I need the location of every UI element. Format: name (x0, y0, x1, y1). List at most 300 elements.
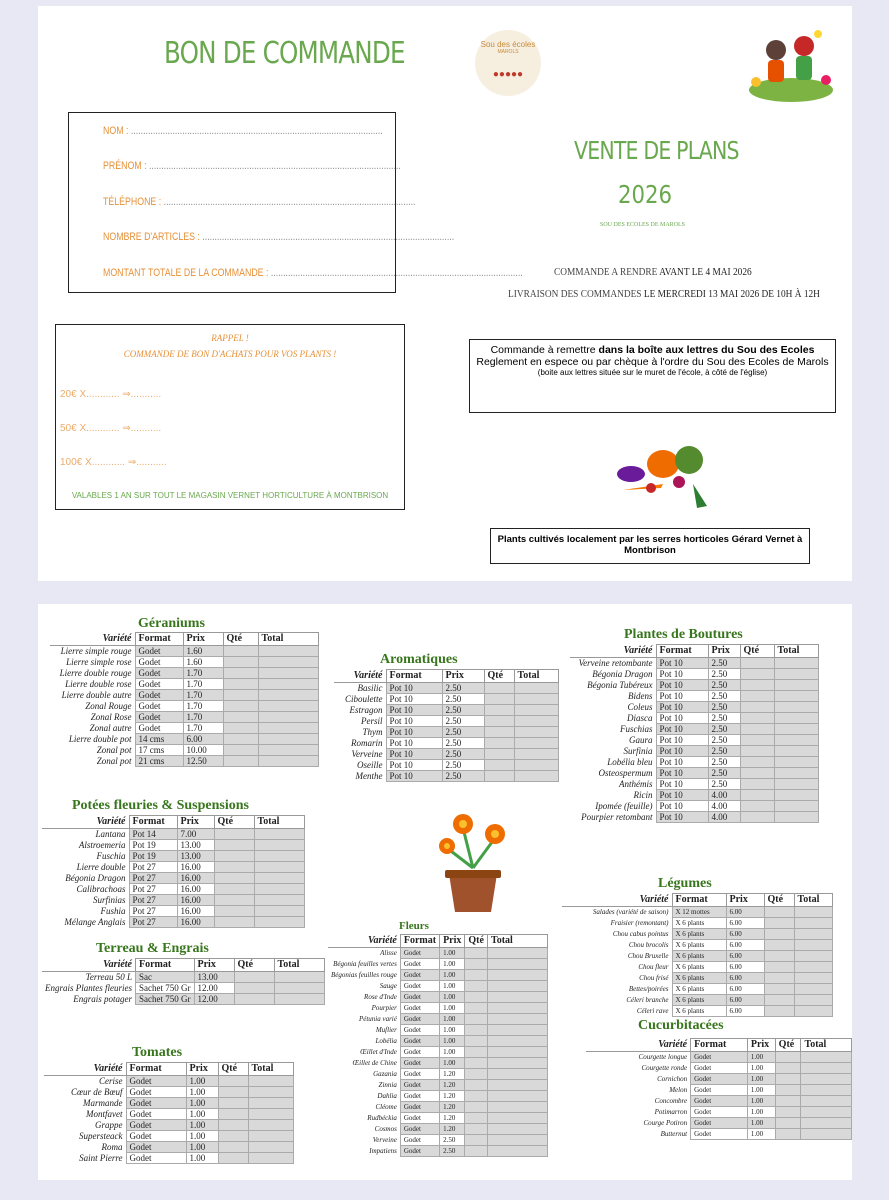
qte-input-cell[interactable] (764, 951, 794, 962)
variete-cell: Salades (variété de saison) (562, 907, 672, 918)
qte-input-cell[interactable] (465, 1124, 488, 1135)
format-cell: X 6 plants (672, 918, 726, 929)
qte-input-cell[interactable] (484, 683, 514, 694)
format-cell: Godet (135, 646, 183, 657)
table-row (328, 1014, 547, 1025)
qte-input-cell[interactable] (484, 716, 514, 727)
qte-input-cell[interactable] (214, 895, 254, 906)
table-row (50, 745, 318, 756)
qte-input-cell[interactable] (214, 840, 254, 851)
total-input-cell[interactable] (487, 1025, 547, 1036)
qte-input-cell[interactable] (740, 801, 774, 812)
total-input-cell[interactable] (487, 1124, 547, 1135)
total-input-cell[interactable] (487, 959, 547, 970)
total-input-cell[interactable] (774, 724, 818, 735)
variete-cell: Courgette ronde (586, 1063, 691, 1074)
table-row (334, 727, 558, 738)
total-input-cell[interactable] (794, 951, 832, 962)
total-input-cell[interactable] (801, 1085, 852, 1096)
prix-cell: 1.60 (183, 657, 223, 668)
variete-cell: Zonal Rose (50, 712, 135, 723)
total-input-cell[interactable] (514, 705, 558, 716)
commande-deadline: COMMANDE A RENDRE AVANT LE 4 MAI 2026 (554, 266, 752, 278)
qte-input-cell[interactable] (740, 669, 774, 680)
qte-input-cell[interactable] (218, 1098, 248, 1109)
qte-input-cell[interactable] (764, 929, 794, 940)
rappel-box (55, 324, 405, 510)
prix-cell: 2.50 (708, 713, 740, 724)
format-cell: Pot 10 (386, 694, 442, 705)
total-input-cell[interactable] (487, 1047, 547, 1058)
qte-input-cell[interactable] (740, 779, 774, 790)
variete-cell: Zonal pot (50, 745, 135, 756)
table-row (42, 851, 304, 862)
qte-input-cell[interactable] (234, 972, 274, 983)
total-input-cell[interactable] (258, 679, 318, 690)
total-input-cell[interactable] (487, 1014, 547, 1025)
table-row (50, 657, 318, 668)
total-input-cell[interactable] (774, 790, 818, 801)
table-row (570, 801, 818, 812)
table-row (570, 779, 818, 790)
qte-input-cell[interactable] (775, 1118, 801, 1129)
variete-cell: Montfavet (44, 1109, 126, 1120)
total-input-cell[interactable] (254, 829, 304, 840)
table-row (586, 1074, 852, 1085)
qte-input-cell[interactable] (484, 727, 514, 738)
variete-cell: Dahlia (328, 1091, 400, 1102)
table-row (42, 840, 304, 851)
format-cell: Godet (691, 1063, 748, 1074)
total-input-cell[interactable] (487, 1036, 547, 1047)
table-header-row (562, 894, 832, 907)
total-input-cell[interactable] (774, 757, 818, 768)
total-input-cell[interactable] (274, 983, 324, 994)
format-cell: X 6 plants (672, 1006, 726, 1017)
variete-cell: Chou cabus pointus (562, 929, 672, 940)
qte-input-cell[interactable] (484, 694, 514, 705)
qte-input-cell[interactable] (214, 906, 254, 917)
table-row (586, 1118, 852, 1129)
total-input-cell[interactable] (794, 1006, 832, 1017)
total-input-cell[interactable] (487, 992, 547, 1003)
prix-cell: 16.00 (177, 895, 214, 906)
qte-input-cell[interactable] (223, 679, 258, 690)
prix-cell: 1.20 (440, 1091, 465, 1102)
table-row (44, 1087, 293, 1098)
table-row (328, 1113, 547, 1124)
qte-input-cell[interactable] (764, 962, 794, 973)
format-cell: Pot 10 (656, 691, 708, 702)
telephone-field[interactable]: TÉLÉPHONE : ....................................................................................................... (103, 196, 416, 208)
table-row (586, 1063, 852, 1074)
qte-input-cell[interactable] (775, 1074, 801, 1085)
format-cell: X 12 mottes (672, 907, 726, 918)
total-input-cell[interactable] (258, 668, 318, 679)
format-cell: Godet (691, 1118, 748, 1129)
variete-cell: Lierre simple rose (50, 657, 135, 668)
total-input-cell[interactable] (258, 734, 318, 745)
total-input-cell[interactable] (487, 970, 547, 981)
table-row (328, 1058, 547, 1069)
total-input-cell[interactable] (774, 779, 818, 790)
variete-cell: Verveine retombante (570, 658, 656, 669)
qte-input-cell[interactable] (484, 738, 514, 749)
total-input-cell[interactable] (258, 723, 318, 734)
total-input-cell[interactable] (774, 735, 818, 746)
total-input-cell[interactable] (774, 713, 818, 724)
total-input-cell[interactable] (487, 1102, 547, 1113)
qte-input-cell[interactable] (775, 1085, 801, 1096)
total-input-cell[interactable] (514, 683, 558, 694)
qte-input-cell[interactable] (218, 1076, 248, 1087)
total-input-cell[interactable] (774, 801, 818, 812)
qte-input-cell[interactable] (218, 1153, 248, 1164)
total-input-cell[interactable] (514, 694, 558, 705)
prix-cell: 6.00 (726, 984, 764, 995)
total-input-cell[interactable] (801, 1129, 852, 1140)
prix-cell: 16.00 (177, 862, 214, 873)
prix-cell: 2.50 (442, 738, 484, 749)
qte-input-cell[interactable] (484, 760, 514, 771)
qte-input-cell[interactable] (775, 1063, 801, 1074)
table-header-row (42, 816, 304, 829)
qte-input-cell[interactable] (218, 1142, 248, 1153)
total-input-cell[interactable] (801, 1107, 852, 1118)
qte-input-cell[interactable] (465, 1113, 488, 1124)
qte-input-cell[interactable] (234, 994, 274, 1005)
qte-input-cell[interactable] (484, 705, 514, 716)
qte-input-cell[interactable] (740, 713, 774, 724)
total-input-cell[interactable] (254, 906, 304, 917)
variete-cell: Rose d'Inde (328, 992, 400, 1003)
prix-cell: 1.00 (440, 1058, 465, 1069)
variete-cell: Lobélia (328, 1036, 400, 1047)
qte-input-cell[interactable] (465, 1003, 488, 1014)
total-input-cell[interactable] (794, 962, 832, 973)
qte-input-cell[interactable] (465, 1025, 488, 1036)
variete-cell: Lobélia bleu (570, 757, 656, 768)
qte-input-cell[interactable] (764, 973, 794, 984)
qte-input-cell[interactable] (740, 691, 774, 702)
total-input-cell[interactable] (254, 884, 304, 895)
format-cell: Godet (400, 1124, 439, 1135)
qte-input-cell[interactable] (223, 723, 258, 734)
total-input-cell[interactable] (248, 1087, 293, 1098)
table-row (334, 694, 558, 705)
total-input-cell[interactable] (254, 873, 304, 884)
total-input-cell[interactable] (514, 738, 558, 749)
table-row (570, 812, 818, 823)
format-cell: Pot 27 (129, 862, 177, 873)
table-row (328, 981, 547, 992)
montant-field[interactable]: MONTANT TOTALE DE LA COMMANDE : ....................................................................................................... (103, 267, 523, 279)
total-input-cell[interactable] (801, 1096, 852, 1107)
cucurbitacees-title: Cucurbitacées (638, 1018, 724, 1033)
geraniums-table (50, 632, 319, 767)
qte-input-cell[interactable] (465, 948, 488, 959)
order-form-page (38, 6, 852, 581)
total-input-cell[interactable] (794, 973, 832, 984)
total-input-cell[interactable] (774, 702, 818, 713)
qte-input-cell[interactable] (764, 907, 794, 918)
table-row (50, 712, 318, 723)
qte-input-cell[interactable] (764, 918, 794, 929)
qte-input-cell[interactable] (218, 1087, 248, 1098)
format-cell: Pot 10 (656, 669, 708, 680)
qte-input-cell[interactable] (764, 995, 794, 1006)
nombre-articles-field[interactable]: NOMBRE D'ARTICLES : ....................................................................................................... (103, 231, 455, 243)
table-row (328, 948, 547, 959)
total-input-cell[interactable] (258, 712, 318, 723)
customer-info-box (68, 112, 523, 293)
format-cell: Godet (135, 668, 183, 679)
total-input-cell[interactable] (514, 716, 558, 727)
total-input-cell[interactable] (774, 669, 818, 680)
table-row (562, 929, 832, 940)
total-input-cell[interactable] (487, 948, 547, 959)
qte-input-cell[interactable] (223, 657, 258, 668)
bon-20-line[interactable]: 20€ X............ ⇒........... (60, 389, 162, 400)
column-header-prix: Prix (442, 670, 484, 683)
total-input-cell[interactable] (514, 727, 558, 738)
total-input-cell[interactable] (487, 1146, 547, 1157)
total-input-cell[interactable] (258, 745, 318, 756)
total-input-cell[interactable] (774, 691, 818, 702)
qte-input-cell[interactable] (465, 1058, 488, 1069)
total-input-cell[interactable] (774, 658, 818, 669)
total-input-cell[interactable] (248, 1098, 293, 1109)
qte-input-cell[interactable] (775, 1096, 801, 1107)
qte-input-cell[interactable] (740, 724, 774, 735)
variete-cell: Chou frisé (562, 973, 672, 984)
qte-input-cell[interactable] (740, 757, 774, 768)
format-cell: Godet (400, 948, 439, 959)
table-row (570, 713, 818, 724)
total-input-cell[interactable] (274, 994, 324, 1005)
table-row (334, 738, 558, 749)
qte-input-cell[interactable] (465, 1014, 488, 1025)
variete-cell: Alstroemeria (42, 840, 129, 851)
variete-cell: Lierre double rose (50, 679, 135, 690)
total-input-cell[interactable] (254, 840, 304, 851)
logo-sub: MAROLS (497, 49, 519, 55)
total-input-cell[interactable] (801, 1063, 852, 1074)
format-cell: Godet (691, 1052, 748, 1063)
total-input-cell[interactable] (254, 862, 304, 873)
format-cell: X 6 plants (672, 973, 726, 984)
total-input-cell[interactable] (487, 1091, 547, 1102)
qte-input-cell[interactable] (465, 1146, 488, 1157)
qte-input-cell[interactable] (764, 984, 794, 995)
qte-input-cell[interactable] (740, 790, 774, 801)
variete-cell: Chou Bruxelle (562, 951, 672, 962)
total-input-cell[interactable] (514, 760, 558, 771)
qte-input-cell[interactable] (484, 771, 514, 782)
plants-origin-box: Plants cultivés localement par les serres horticoles Gérard Vernet à Montbrison (490, 528, 810, 564)
qte-input-cell[interactable] (465, 959, 488, 970)
qte-input-cell[interactable] (223, 756, 258, 767)
variete-cell: Surfinia (570, 746, 656, 757)
total-input-cell[interactable] (774, 746, 818, 757)
qte-input-cell[interactable] (214, 917, 254, 928)
format-cell: Pot 10 (386, 716, 442, 727)
qte-input-cell[interactable] (740, 746, 774, 757)
variete-cell: Muflier (328, 1025, 400, 1036)
total-input-cell[interactable] (487, 1069, 547, 1080)
total-input-cell[interactable] (254, 851, 304, 862)
prix-cell: 1.00 (440, 1025, 465, 1036)
total-input-cell[interactable] (248, 1120, 293, 1131)
variete-cell: Fuschia (42, 851, 129, 862)
variete-cell: Surfinias (42, 895, 129, 906)
total-input-cell[interactable] (487, 1058, 547, 1069)
variete-cell: Cornichon (586, 1074, 691, 1085)
qte-input-cell[interactable] (465, 1069, 488, 1080)
qte-input-cell[interactable] (465, 1091, 488, 1102)
qte-input-cell[interactable] (214, 884, 254, 895)
qte-input-cell[interactable] (223, 745, 258, 756)
qte-input-cell[interactable] (740, 680, 774, 691)
qte-input-cell[interactable] (223, 690, 258, 701)
total-input-cell[interactable] (794, 984, 832, 995)
qte-input-cell[interactable] (218, 1109, 248, 1120)
qte-input-cell[interactable] (223, 734, 258, 745)
prix-cell: 13.00 (177, 851, 214, 862)
bon-50-line[interactable]: 50€ X............ ⇒........... (60, 423, 162, 434)
total-input-cell[interactable] (487, 1113, 547, 1124)
format-cell: Godet (126, 1142, 186, 1153)
total-input-cell[interactable] (248, 1131, 293, 1142)
total-input-cell[interactable] (248, 1109, 293, 1120)
total-input-cell[interactable] (794, 907, 832, 918)
boutures-title: Plantes de Boutures (624, 627, 743, 642)
qte-input-cell[interactable] (740, 658, 774, 669)
total-input-cell[interactable] (794, 940, 832, 951)
qte-input-cell[interactable] (775, 1129, 801, 1140)
total-input-cell[interactable] (258, 756, 318, 767)
format-cell: Godet (400, 1080, 439, 1091)
qte-input-cell[interactable] (223, 668, 258, 679)
qte-input-cell[interactable] (465, 1080, 488, 1091)
total-input-cell[interactable] (487, 981, 547, 992)
total-input-cell[interactable] (774, 768, 818, 779)
qte-input-cell[interactable] (214, 873, 254, 884)
total-input-cell[interactable] (774, 680, 818, 691)
variete-cell: Anthémis (570, 779, 656, 790)
prix-cell: 1.70 (183, 701, 223, 712)
total-input-cell[interactable] (248, 1076, 293, 1087)
total-input-cell[interactable] (258, 701, 318, 712)
prix-cell: 6.00 (726, 940, 764, 951)
total-input-cell[interactable] (774, 812, 818, 823)
qte-input-cell[interactable] (740, 768, 774, 779)
prix-cell: 1.20 (440, 1080, 465, 1091)
total-input-cell[interactable] (794, 929, 832, 940)
livraison-date: LIVRAISON DES COMMANDES LE MERCREDI 13 MAI 2026 DE 10H À 12H (508, 288, 820, 300)
qte-input-cell[interactable] (775, 1052, 801, 1063)
qte-input-cell[interactable] (465, 1036, 488, 1047)
table-row (586, 1107, 852, 1118)
nom-field[interactable]: NOM : ....................................................................................................... (103, 125, 383, 137)
qte-input-cell[interactable] (484, 749, 514, 760)
prenom-field[interactable]: PRÉNOM : ....................................................................................................... (103, 160, 401, 172)
prix-cell: 1.00 (186, 1087, 218, 1098)
total-input-cell[interactable] (487, 1135, 547, 1146)
qte-input-cell[interactable] (465, 970, 488, 981)
format-cell: Godet (126, 1131, 186, 1142)
qte-input-cell[interactable] (223, 701, 258, 712)
qte-input-cell[interactable] (214, 851, 254, 862)
total-input-cell[interactable] (487, 1080, 547, 1091)
column-header-total: Total (248, 1063, 293, 1076)
column-header-variete: Variété (586, 1039, 691, 1052)
qte-input-cell[interactable] (214, 829, 254, 840)
total-input-cell[interactable] (274, 972, 324, 983)
total-input-cell[interactable] (801, 1074, 852, 1085)
qte-input-cell[interactable] (740, 702, 774, 713)
qte-input-cell[interactable] (223, 712, 258, 723)
qte-input-cell[interactable] (740, 735, 774, 746)
format-cell: Godet (135, 723, 183, 734)
total-input-cell[interactable] (487, 1003, 547, 1014)
prix-cell: 2.50 (708, 680, 740, 691)
total-input-cell[interactable] (248, 1153, 293, 1164)
prix-cell: 1.00 (440, 1047, 465, 1058)
table-row (50, 723, 318, 734)
total-input-cell[interactable] (794, 995, 832, 1006)
qte-input-cell[interactable] (218, 1131, 248, 1142)
total-input-cell[interactable] (514, 749, 558, 760)
qte-input-cell[interactable] (465, 981, 488, 992)
qte-input-cell[interactable] (465, 1102, 488, 1113)
table-row (44, 1142, 293, 1153)
qte-input-cell[interactable] (775, 1107, 801, 1118)
total-input-cell[interactable] (254, 895, 304, 906)
total-input-cell[interactable] (258, 690, 318, 701)
qte-input-cell[interactable] (740, 812, 774, 823)
prix-cell: 2.50 (442, 727, 484, 738)
prix-cell: 13.00 (177, 840, 214, 851)
column-header-variete: Variété (562, 894, 672, 907)
qte-input-cell[interactable] (764, 1006, 794, 1017)
qte-input-cell[interactable] (764, 940, 794, 951)
table-row (42, 829, 304, 840)
total-input-cell[interactable] (258, 646, 318, 657)
qte-input-cell[interactable] (218, 1120, 248, 1131)
total-input-cell[interactable] (801, 1052, 852, 1063)
total-input-cell[interactable] (801, 1118, 852, 1129)
variete-cell: Bégonias feuilles rouge (328, 970, 400, 981)
qte-input-cell[interactable] (234, 983, 274, 994)
total-input-cell[interactable] (794, 918, 832, 929)
column-header-qte: Qté (740, 645, 774, 658)
format-cell: Pot 10 (656, 779, 708, 790)
qte-input-cell[interactable] (223, 646, 258, 657)
total-input-cell[interactable] (258, 657, 318, 668)
total-input-cell[interactable] (514, 771, 558, 782)
bon-100-line[interactable]: 100€ X............ ⇒........... (60, 457, 167, 468)
format-cell: Godet (400, 1014, 439, 1025)
qte-input-cell[interactable] (465, 992, 488, 1003)
qte-input-cell[interactable] (214, 862, 254, 873)
total-input-cell[interactable] (254, 917, 304, 928)
prix-cell: 2.50 (440, 1135, 465, 1146)
variete-cell: Ipomée (feuille) (570, 801, 656, 812)
qte-input-cell[interactable] (465, 1047, 488, 1058)
qte-input-cell[interactable] (465, 1135, 488, 1146)
total-input-cell[interactable] (248, 1142, 293, 1153)
